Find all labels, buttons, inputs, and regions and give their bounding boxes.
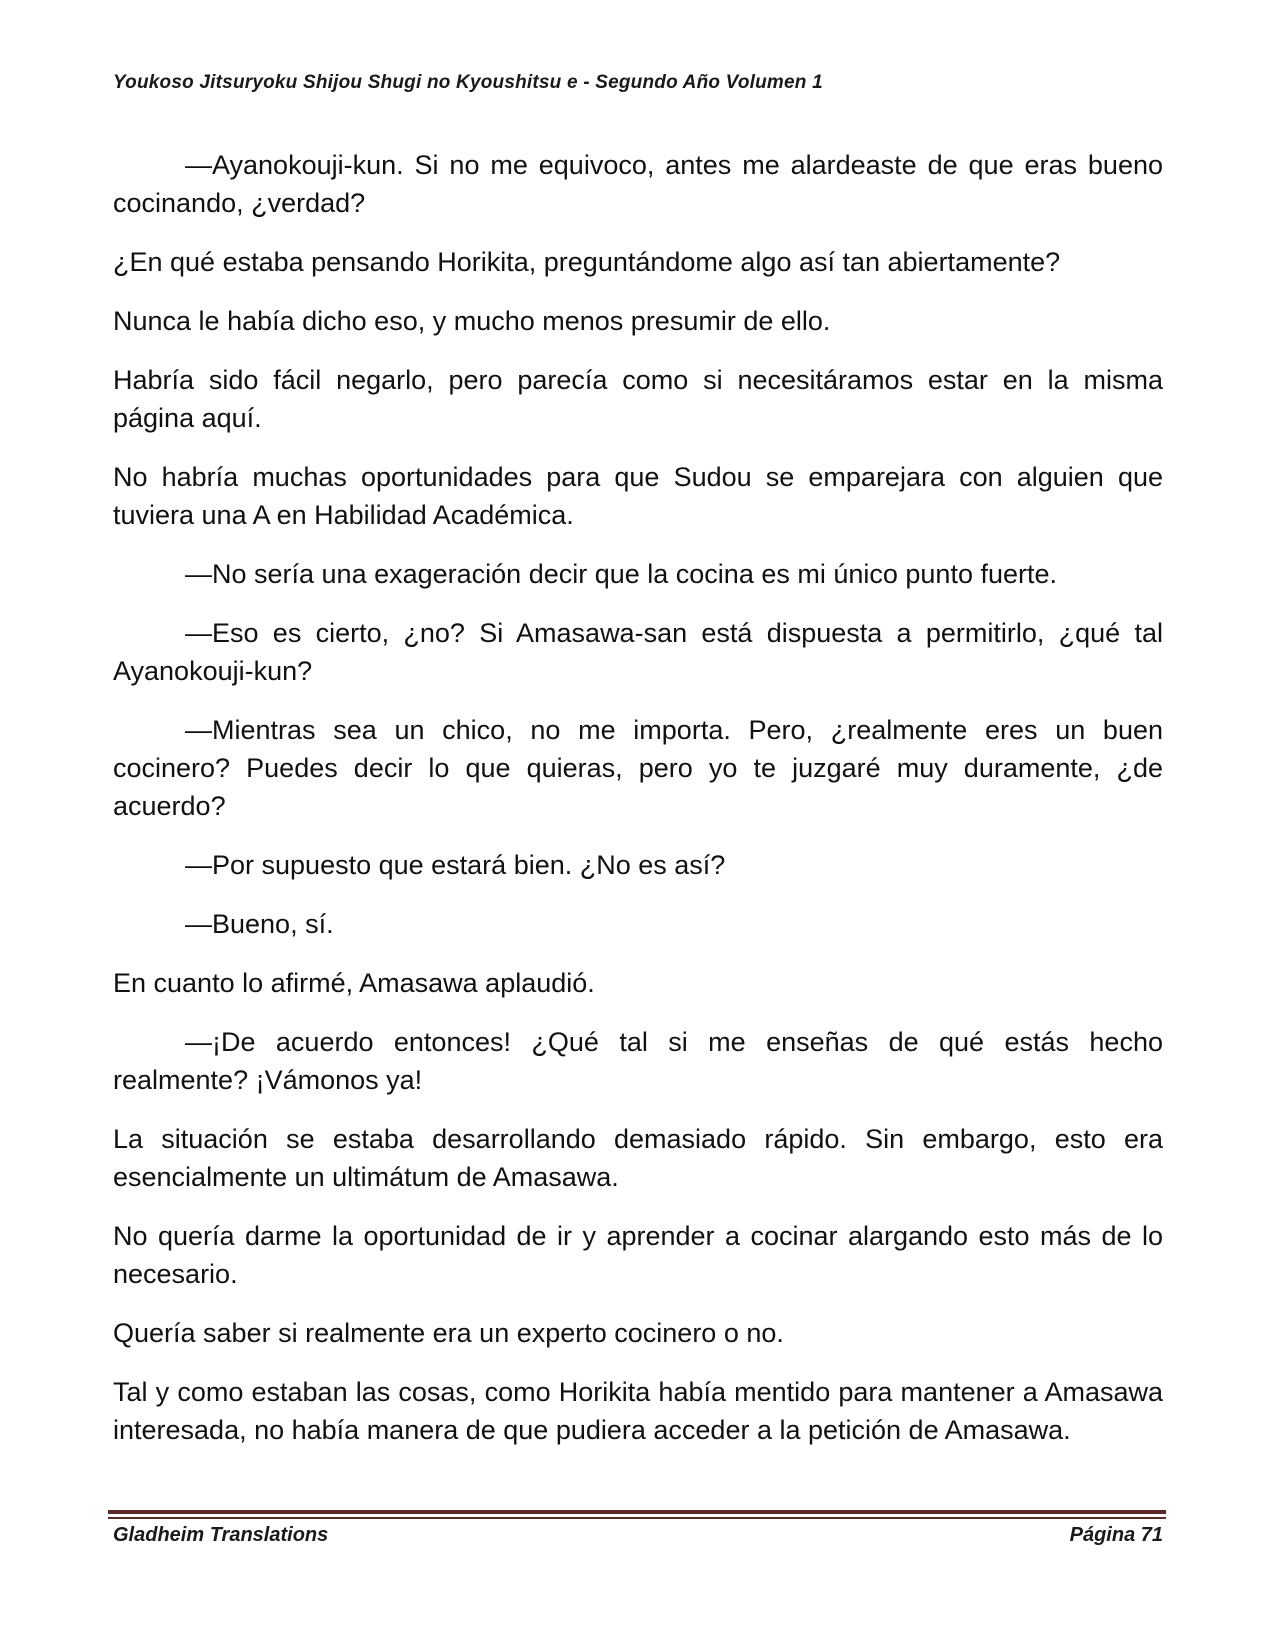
paragraph-11: En cuanto lo afirmé, Amasawa aplaudió. <box>113 968 595 998</box>
body-text <box>113 146 1163 1470</box>
paragraph-2: ¿En qué estaba pensando Horikita, preguntándome algo así tan abiertamente? <box>113 247 1061 277</box>
paragraph-8: —Mientras sea un chico, no me importa. Pero, ¿realmente eres un buen cocinero? Puedes decir lo que quieras, pero yo te juzgaré muy duramente, ¿de acuerdo? <box>113 715 1163 821</box>
paragraph-9: —Por supuesto que estará bien. ¿No es así? <box>185 850 726 880</box>
header-title: Youkoso Jitsuryoku Shijou Shugi no Kyoushitsu e - Segundo Año Volumen 1 <box>113 72 823 93</box>
paragraph-1: —Ayanokouji-kun. Si no me equivoco, antes me alardeaste de que eras bueno cocinando, ¿verdad? <box>113 150 1163 218</box>
footer-rule-thick <box>108 1510 1166 1514</box>
footer-translator: Gladheim Translations <box>113 1524 329 1546</box>
footer-page-number: Página 71 <box>1069 1524 1163 1546</box>
paragraph-13: La situación se estaba desarrollando demasiado rápido. Sin embargo, esto era esencialmente un ultimátum de Amasawa. <box>113 1124 1163 1192</box>
paragraph-15: Quería saber si realmente era un experto cocinero o no. <box>113 1318 784 1348</box>
paragraph-7: —Eso es cierto, ¿no? Si Amasawa-san está dispuesta a permitirlo, ¿qué tal Ayanokouji-kun? <box>113 618 1163 686</box>
footer-rule-thin <box>108 1517 1166 1519</box>
paragraph-5: No habría muchas oportunidades para que Sudou se emparejara con alguien que tuviera una A en Habilidad Académica. <box>113 462 1163 530</box>
paragraph-14: No quería darme la oportunidad de ir y aprender a cocinar alargando esto más de lo necesario. <box>113 1221 1163 1289</box>
paragraph-10: —Bueno, sí. <box>185 909 334 939</box>
paragraph-6: —No sería una exageración decir que la cocina es mi único punto fuerte. <box>185 559 1058 589</box>
paragraph-4: Habría sido fácil negarlo, pero parecía como si necesitáramos estar en la misma página aquí. <box>113 365 1163 433</box>
paragraph-16: Tal y como estaban las cosas, como Horikita había mentido para mantener a Amasawa interesada, no había manera de que pudiera acceder a la petición de Amasawa. <box>113 1377 1163 1445</box>
paragraph-3: Nunca le había dicho eso, y mucho menos presumir de ello. <box>113 306 831 336</box>
paragraph-12: —¡De acuerdo entonces! ¿Qué tal si me enseñas de qué estás hecho realmente? ¡Vámonos ya! <box>113 1027 1163 1095</box>
